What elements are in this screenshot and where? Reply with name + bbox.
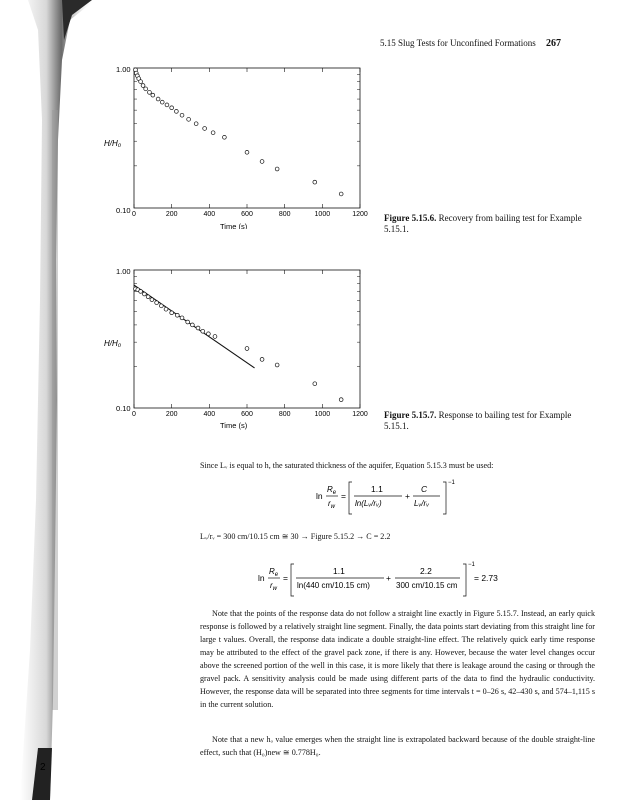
eq-plus: + [405, 491, 410, 501]
x-tick-label: 400 [203, 411, 216, 418]
data-point [194, 122, 198, 126]
eq-result: = 2.73 [474, 573, 498, 583]
data-point [175, 313, 179, 317]
eq-den2: Lᵥ/rᵥ [414, 499, 430, 508]
x-axis-label: Time (s) [220, 222, 248, 229]
eq-bracket-right [443, 482, 446, 514]
x-tick-label: 800 [278, 211, 291, 218]
figure-caption-text: Recovery from bailing test for Example 5.15.1. [384, 213, 582, 234]
data-point [245, 347, 249, 351]
data-point [180, 316, 184, 320]
plot-frame [134, 270, 360, 408]
y-tick-label-bottom: 0.10 [116, 404, 131, 413]
eq-bracket-right [463, 564, 466, 596]
page-number: 267 [545, 38, 561, 49]
data-point [164, 307, 168, 311]
eq-exponent: −1 [468, 562, 475, 568]
data-point [260, 357, 264, 361]
x-tick-label: 400 [203, 211, 216, 218]
data-point [187, 117, 191, 121]
eq-re: $R_e$ [327, 485, 337, 496]
y-tick-label-top: 1.00 [116, 65, 131, 74]
eq-exponent: −1 [448, 480, 455, 486]
figure-number: Figure 5.15.6. [384, 213, 437, 223]
figure-5-15-7-caption [384, 410, 584, 432]
y-axis-label: H/H₀ [104, 139, 122, 148]
figure-5-15-7-chart [104, 262, 374, 432]
eq-den2: 300 cm/10.15 cm [396, 581, 458, 590]
data-point [146, 295, 150, 299]
step-line: Lᵥ/rᵥ = 300 cm/10.15 cm ≅ 30 → Figure 5.15.2 → C = 2.2 [200, 532, 391, 541]
data-point [206, 332, 210, 336]
data-point [186, 320, 190, 324]
equation-ln-re-rw [316, 476, 496, 520]
eq-num1: 1.1 [333, 566, 345, 576]
data-point [160, 100, 164, 104]
figure-5-15-6 [104, 64, 374, 229]
data-point [155, 301, 159, 305]
data-point [275, 167, 279, 171]
equation-numeric [258, 558, 558, 602]
figure-5-15-6-chart [104, 64, 374, 229]
x-tick-label: 1200 [352, 411, 368, 418]
data-point [151, 93, 155, 97]
eq-rw: $r_w$ [270, 581, 278, 592]
x-tick-label: 800 [278, 411, 291, 418]
data-point [223, 135, 227, 139]
data-point [144, 87, 148, 91]
eq-bracket-left [349, 482, 352, 514]
running-header [380, 38, 561, 49]
x-tick-label: 1000 [314, 211, 331, 218]
data-point [165, 103, 169, 107]
data-point [211, 131, 215, 135]
figure-5-15-6-caption [384, 213, 584, 235]
eq-equals: = [283, 573, 288, 583]
data-point [313, 180, 317, 184]
data-point [196, 326, 200, 330]
data-point [139, 289, 143, 293]
x-axis-label: Time (s) [220, 421, 248, 430]
data-point [245, 150, 249, 154]
eq-ln: ln [316, 491, 323, 501]
data-point [170, 106, 174, 110]
x-tick-label: 0 [132, 211, 136, 218]
eq-plus: + [386, 573, 391, 583]
data-point [150, 298, 154, 302]
y-tick-label-bottom: 0.10 [116, 206, 131, 215]
paragraph-1: Note that the points of the response data do not follow a straight line exactly in Figure 5.15.7. Instead, an early quick response is followed by a relatively straight line segment. Finally, the data points start deviating from this straight line for large t values. Overall, the response data indicate a double straight-line effect. The relatively quick early time response may be attributed to the effect of the gravel pack zone, if there is any. However, because the water level changes occur above the screened portion of the well in this case, it is more likely that there is leakage around the casing or through the gravel pack. A sensitivity analysis could be made using different parts of the data to find the hydraulic conductivity. However, the response data will be separated into three segments for time intervals t = 0–26 s, 42–430 s, and 574–1,115 s in the current solution. [200, 609, 595, 709]
data-point [275, 363, 279, 367]
figure-number: Figure 5.15.7. [384, 410, 437, 420]
eq-ln: ln [258, 573, 265, 583]
eq-den1: ln(Lᵥ/rᵥ) [355, 499, 382, 508]
data-point [139, 80, 143, 84]
x-tick-label: 600 [241, 211, 253, 218]
eq-num2: 2.2 [420, 566, 432, 576]
y-axis-label: H/H₀ [104, 339, 122, 348]
figure-caption-text: Response to bailing test for Example 5.15.1. [384, 410, 572, 431]
eq-equals: = [341, 491, 346, 501]
paragraph-2: Note that a new hₒ value emerges when the straight line is extrapolated backward because of the double straight-line effect, such that (H₀)new ≅ 0.778H₀. [200, 735, 595, 757]
data-point [170, 311, 174, 315]
x-tick-label: 1200 [352, 211, 368, 218]
data-point [159, 304, 163, 308]
x-tick-label: 200 [165, 211, 178, 218]
x-tick-label: 600 [241, 411, 253, 418]
data-point [174, 109, 178, 113]
data-point [141, 84, 145, 88]
x-tick-label: 0 [132, 411, 136, 418]
data-point [201, 329, 205, 333]
eq-num1: 1.1 [371, 484, 383, 494]
x-tick-label: 200 [165, 411, 178, 418]
eq-den1: ln(440 cm/10.15 cm) [297, 581, 370, 590]
data-point [203, 127, 207, 131]
data-point [260, 160, 264, 164]
data-point [190, 323, 194, 327]
data-point [339, 192, 343, 196]
intro-sentence: Since Lᵥ is equal to h, the saturated thickness of the aquifer, Equation 5.15.3 must be used: [200, 461, 494, 470]
data-point [180, 113, 184, 117]
data-point [339, 398, 343, 402]
x-tick-label: 1000 [314, 411, 331, 418]
eq-re: $R_e$ [269, 567, 279, 578]
eq-bracket-left [291, 564, 294, 596]
running-title: 5.15 Slug Tests for Unconfined Formations [380, 38, 536, 48]
eq-rw: $r_w$ [328, 499, 336, 510]
data-point [213, 335, 217, 339]
scan-binding-edge [0, 0, 95, 800]
eq-num2: C [421, 484, 428, 494]
y-tick-label-top: 1.00 [116, 267, 131, 276]
plot-frame [134, 68, 360, 208]
data-point [142, 292, 146, 296]
figure-5-15-7 [104, 262, 374, 432]
data-point [313, 382, 317, 386]
data-point [156, 97, 160, 101]
data-point [148, 90, 152, 94]
scan-artifact: 2 [40, 762, 46, 773]
